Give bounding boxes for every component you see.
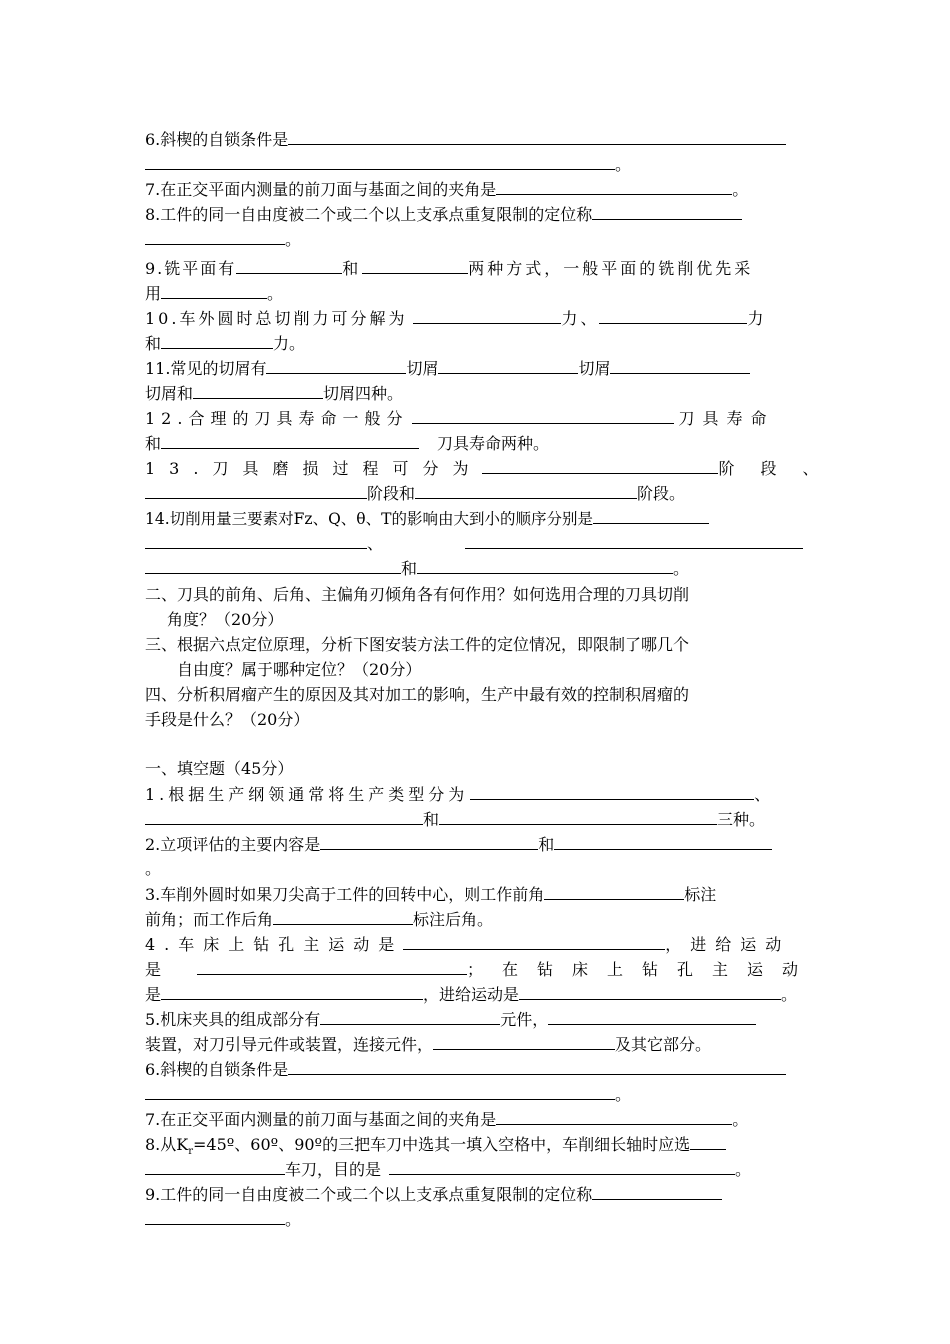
p2-q1-blank-1[interactable] bbox=[470, 781, 754, 800]
p1-q7-text: 7.在正交平面内测量的前刀面与基面之间的夹角是 bbox=[145, 180, 497, 199]
p2-q4-line2 bbox=[145, 956, 818, 981]
p2-q1-line2 bbox=[145, 806, 815, 831]
p1-section-2-text: 二、刀具的前角、后角、主偏角刃倾角各有何作用？如何选用合理的刀具切削 bbox=[145, 585, 690, 604]
p1-q11-text-d: 切屑和 bbox=[145, 384, 194, 403]
p1-q11-blank-4[interactable] bbox=[193, 380, 323, 399]
p2-q5-text-a: 5.机床夹具的组成部分有 bbox=[145, 1010, 321, 1029]
p2-q4-text-d: ；在钻床上钻孔主运动 bbox=[467, 960, 818, 979]
p2-q1-text-b: 、 bbox=[754, 785, 771, 804]
p2-q8-blank-3[interactable] bbox=[389, 1156, 735, 1175]
p1-q10-blank-3[interactable] bbox=[161, 330, 273, 349]
p1-q14-line1 bbox=[145, 505, 815, 530]
period: 。 bbox=[615, 1085, 632, 1104]
p2-q2-text-a: 2.立项评估的主要内容是 bbox=[145, 835, 321, 854]
p2-q4-text-f: ，进给运动是 bbox=[423, 985, 520, 1004]
p1-section-4-text-2: 手段是什么？（20分） bbox=[145, 710, 310, 729]
period: 。 bbox=[615, 155, 632, 174]
p2-q4-blank-3[interactable] bbox=[161, 981, 423, 1000]
p2-q1-blank-2[interactable] bbox=[145, 806, 423, 825]
p2-q3-blank-1[interactable] bbox=[544, 881, 684, 900]
p2-q7-text: 7.在正交平面内测量的前刀面与基面之间的夹角是 bbox=[145, 1110, 497, 1129]
p1-q14-line2 bbox=[145, 530, 815, 555]
p2-q8-text-c: 车刀，目的是 bbox=[285, 1160, 382, 1179]
p1-q13-blank-2[interactable] bbox=[145, 480, 367, 499]
p2-q4-text-b: ，进给运动 bbox=[665, 935, 791, 954]
p1-q14-blank-3[interactable] bbox=[465, 530, 803, 549]
p2-q3-blank-2[interactable] bbox=[273, 906, 413, 925]
p1-q13-text-d: 阶段。 bbox=[637, 484, 686, 503]
p1-q10-blank-2[interactable] bbox=[599, 305, 747, 324]
p1-q8-blank-2[interactable] bbox=[145, 226, 285, 245]
p1-q11-blank-2[interactable] bbox=[438, 355, 578, 374]
p1-q6-line2 bbox=[145, 151, 815, 176]
p1-q10-text-a: 10.车外圆时总切削力可分解为 bbox=[145, 309, 408, 328]
p1-q14-text-b: 、 bbox=[367, 534, 384, 553]
p1-q11-blank-3[interactable] bbox=[610, 355, 750, 374]
p2-q6-text: 6.斜楔的自锁条件是 bbox=[145, 1060, 289, 1079]
p1-s2-line2 bbox=[145, 607, 815, 632]
p2-q5-line1 bbox=[145, 1006, 815, 1031]
p2-q1-blank-3[interactable] bbox=[439, 806, 717, 825]
p1-q9-blank-1[interactable] bbox=[236, 255, 342, 274]
p1-q12-text-a: 12.合理的刀具寿命一般分 bbox=[145, 409, 409, 428]
p1-q12-text-c: 和 bbox=[145, 434, 162, 453]
p2-heading-text: 一、填空题（45分） bbox=[145, 759, 294, 778]
p1-q10-text-c: 力 bbox=[747, 309, 764, 328]
p1-q6-blank-2[interactable] bbox=[145, 151, 615, 170]
p2-q9-blank[interactable] bbox=[592, 1181, 722, 1200]
p1-q9-text-d: 用 bbox=[145, 284, 162, 303]
p2-q4-text-a: 4.车床上钻孔主运动是 bbox=[145, 935, 404, 954]
p2-q9-line2 bbox=[145, 1206, 815, 1231]
p1-q14-blank-1[interactable] bbox=[593, 505, 709, 524]
p1-section-3-text: 三、根据六点定位原理，分析下图安装方法工件的定位情况，即限制了哪几个 bbox=[145, 635, 690, 654]
p2-q4-text-e: 是 bbox=[145, 985, 162, 1004]
p1-q11-text-c: 切屑 bbox=[578, 359, 611, 378]
period: 。 bbox=[732, 1110, 749, 1129]
period: 。 bbox=[781, 985, 798, 1004]
p2-q8-text-b: =45º、60º、90º的三把车刀中选其一填入空格中，车削细长轴时应选 bbox=[193, 1135, 691, 1154]
exam-page bbox=[145, 126, 845, 1231]
p1-q8-text: 8.工件的同一自由度被二个或二个以上支承点重复限制的定位称 bbox=[145, 205, 593, 224]
period: 。 bbox=[673, 559, 690, 578]
p1-q11-line2 bbox=[145, 380, 815, 405]
p2-q1-text-a: 1.根据生产纲领通常将生产类型分为 bbox=[145, 785, 469, 804]
p2-q5-blank-3[interactable] bbox=[433, 1031, 615, 1050]
p2-q7-blank[interactable] bbox=[496, 1106, 732, 1125]
p2-q9-text: 9.工件的同一自由度被二个或二个以上支承点重复限制的定位称 bbox=[145, 1185, 593, 1204]
p1-q7-blank[interactable] bbox=[496, 176, 732, 195]
p1-s3-line1 bbox=[145, 632, 815, 657]
p1-q9-text-a: 9.铣平面有 bbox=[145, 259, 237, 278]
period: 。 bbox=[285, 230, 302, 249]
p2-q2-line2 bbox=[145, 856, 815, 881]
p1-q11-text-a: 11.常见的切屑有 bbox=[145, 359, 267, 378]
p2-q3-text-d: 标注后角。 bbox=[413, 910, 494, 929]
period: 。 bbox=[145, 859, 162, 878]
p2-q5-text-b: 元件， bbox=[500, 1010, 549, 1029]
p1-q13-line2 bbox=[145, 480, 815, 505]
p1-q7 bbox=[145, 176, 815, 201]
p1-q14-text-a: 14.切削用量三要素对Fz、Q、θ、T的影响由大到小的顺序分别是 bbox=[145, 510, 593, 528]
p1-q9-text-b: 和 bbox=[342, 259, 363, 278]
p2-q9-line1 bbox=[145, 1181, 815, 1206]
p2-q2-text-b: 和 bbox=[538, 835, 555, 854]
p1-q9-blank-2[interactable] bbox=[362, 255, 468, 274]
p2-q8-text-a: 8.从K bbox=[145, 1135, 189, 1154]
p2-q4-text-c: 是 bbox=[145, 960, 162, 979]
p2-q6-line1 bbox=[145, 1056, 815, 1081]
p1-q10-text-b: 力、 bbox=[561, 309, 600, 328]
p1-q14-blank-2[interactable] bbox=[145, 530, 367, 549]
period: 。 bbox=[267, 284, 284, 303]
p1-s4-line2 bbox=[145, 707, 815, 732]
p1-q12-line1 bbox=[145, 405, 815, 430]
p2-q8-blank-2[interactable] bbox=[145, 1156, 285, 1175]
p1-q13-text-b: 阶段、 bbox=[718, 459, 845, 478]
p2-q1-text-d: 三种。 bbox=[717, 810, 766, 829]
p2-q5-blank-2[interactable] bbox=[548, 1006, 756, 1025]
p1-section-3-text-2: 自由度？属于哪种定位？（20分） bbox=[177, 660, 422, 679]
p1-q11-text-b: 切屑 bbox=[406, 359, 439, 378]
p2-q2-line1 bbox=[145, 831, 815, 856]
p1-q14-blank-4[interactable] bbox=[145, 555, 401, 574]
p2-q7 bbox=[145, 1106, 815, 1131]
p2-q4-line3 bbox=[145, 981, 815, 1006]
p1-q14-line3 bbox=[145, 555, 815, 580]
p1-q10-line1 bbox=[145, 305, 815, 330]
p1-q13-text-a: 13.刀具磨损过程可分为 bbox=[145, 459, 483, 478]
p1-q8-line1 bbox=[145, 201, 815, 226]
p1-q8-blank[interactable] bbox=[592, 201, 742, 220]
p2-q6-line2 bbox=[145, 1081, 815, 1106]
p1-s3-line2 bbox=[145, 657, 815, 682]
period: 。 bbox=[285, 1210, 302, 1229]
p2-q3-line1 bbox=[145, 881, 815, 906]
p1-q13-text-c: 阶段和 bbox=[367, 484, 416, 503]
period: 。 bbox=[735, 1160, 752, 1179]
p2-q4-blank-2[interactable] bbox=[197, 956, 467, 975]
p2-q5-text-d: 及其它部分。 bbox=[615, 1035, 712, 1054]
p1-q8-line2 bbox=[145, 226, 815, 251]
p1-s4-line1 bbox=[145, 682, 815, 707]
section-gap bbox=[145, 732, 815, 756]
p1-q14-text-c: 和 bbox=[401, 559, 418, 578]
p2-q4-blank-1[interactable] bbox=[403, 931, 665, 950]
p2-q3-text-c: 前角；而工作后角 bbox=[145, 910, 274, 929]
p1-q12-blank-1[interactable] bbox=[412, 405, 674, 424]
p1-q11-line1 bbox=[145, 355, 815, 380]
p2-q5-blank-1[interactable] bbox=[320, 1006, 500, 1025]
p1-q12-blank-2[interactable] bbox=[161, 430, 419, 449]
p1-q12-text-d: 刀具寿命两种。 bbox=[437, 434, 550, 453]
p1-q12-line2 bbox=[145, 430, 815, 455]
p1-section-2-text-2: 角度？（20分） bbox=[167, 610, 284, 629]
p1-q6-line1 bbox=[145, 126, 815, 151]
p1-q6-text: 6.斜楔的自锁条件是 bbox=[145, 130, 289, 149]
p1-q9-text-c: 两种方式，一般平面的铣削优先采 bbox=[468, 259, 754, 278]
p1-q10-text-d: 和 bbox=[145, 334, 162, 353]
p1-q9-blank-3[interactable] bbox=[161, 280, 267, 299]
p1-q13-blank-1[interactable] bbox=[482, 455, 718, 474]
period: 。 bbox=[732, 180, 749, 199]
p1-section-4-text: 四、分析积屑瘤产生的原因及其对加工的影响，生产中最有效的控制积屑瘤的 bbox=[145, 685, 690, 704]
p2-q2-blank-1[interactable] bbox=[320, 831, 538, 850]
p2-q8-blank-1[interactable] bbox=[690, 1131, 726, 1150]
p2-q8-line1 bbox=[145, 1131, 815, 1156]
p2-q2-blank-2[interactable] bbox=[554, 831, 772, 850]
p2-q8-subscript: r bbox=[188, 1146, 194, 1158]
p2-q6-blank[interactable] bbox=[288, 1056, 786, 1075]
p1-q9-line1 bbox=[145, 255, 815, 280]
p1-q13-blank-3[interactable] bbox=[415, 480, 637, 499]
p2-q8-line2 bbox=[145, 1156, 815, 1181]
p2-q4-blank-4[interactable] bbox=[519, 981, 781, 1000]
p1-q10-text-e: 力。 bbox=[273, 334, 306, 353]
p2-q6-blank-2[interactable] bbox=[145, 1081, 615, 1100]
p1-q11-text-e: 切屑四种。 bbox=[323, 384, 404, 403]
p1-q12-text-b: 刀具寿命 bbox=[678, 409, 775, 428]
p1-q11-blank-1[interactable] bbox=[266, 355, 406, 374]
p1-s2-line1 bbox=[145, 582, 815, 607]
p1-q13-line1 bbox=[145, 455, 845, 480]
p2-q5-text-c: 装置，对刀引导元件或装置，连接元件， bbox=[145, 1035, 434, 1054]
p1-q10-line2 bbox=[145, 330, 815, 355]
p2-q3-line2 bbox=[145, 906, 815, 931]
p2-heading bbox=[145, 756, 815, 781]
p2-q1-line1 bbox=[145, 781, 815, 806]
p2-q5-line2 bbox=[145, 1031, 815, 1056]
p2-q1-text-c: 和 bbox=[423, 810, 440, 829]
p2-q9-blank-2[interactable] bbox=[145, 1206, 285, 1225]
p1-q6-blank[interactable] bbox=[288, 126, 786, 145]
p1-q9-line2 bbox=[145, 280, 815, 305]
p1-q14-blank-5[interactable] bbox=[417, 555, 673, 574]
p2-q4-line1 bbox=[145, 931, 815, 956]
p2-q3-text-b: 标注 bbox=[684, 885, 717, 904]
p2-q3-text-a: 3.车削外圆时如果刀尖高于工件的回转中心，则工作前角 bbox=[145, 885, 545, 904]
p1-q10-blank-1[interactable] bbox=[413, 305, 561, 324]
